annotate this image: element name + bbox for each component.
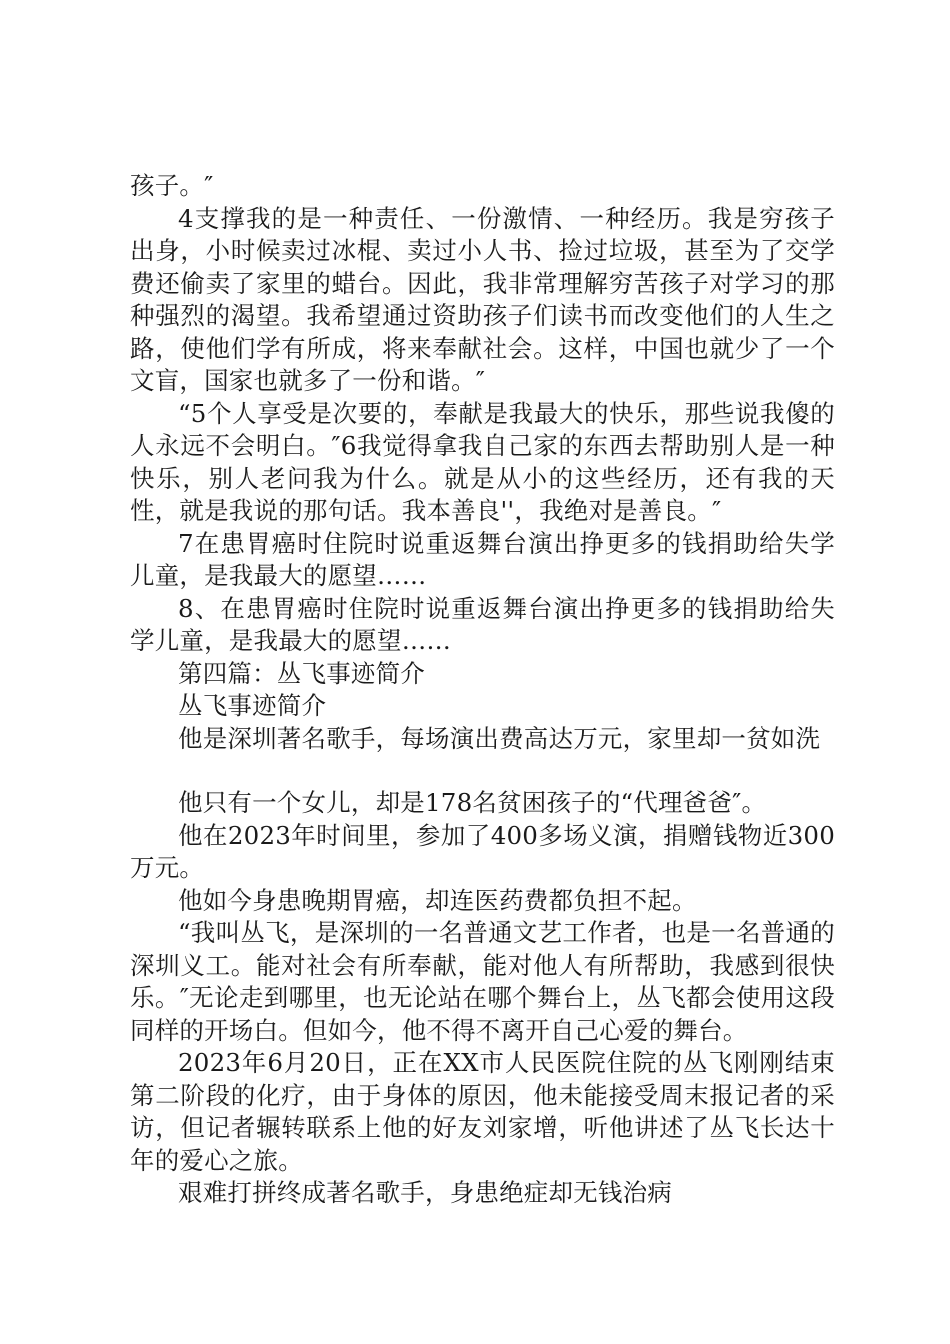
paragraph-6: 他是深圳著名歌手，每场演出费高达万元，家里却一贫如洗 (178, 723, 821, 753)
paragraph-1: 孩子。″ (130, 171, 214, 200)
paragraph-5: 8、在患胃癌时住院时说重返舞台演出挣更多的钱捐助给失学儿童，是我最大的愿望…… (130, 593, 835, 655)
paragraph-2: 4支撑我的是一种责任、一份激情、一种经历。我是穷孩子出身，小时候卖过冰棍、卖过小人书、捡过垃圾，甚至为了交学费还偷卖了家里的蜡台。因此，我非常理解穷苦孩子对学习的那种强烈的渴望。我希望通过资助孩子们读书而改变他们的人生之路，使他们学有所成，将来奉献社会。这样，中国也就少了一个文盲，国家也就多了一份和谐。″ (130, 203, 835, 395)
paragraph-4: 7在患胃癌时住院时说重返舞台演出挣更多的钱捐助给失学儿童，是我最大的愿望…… (130, 528, 835, 590)
paragraph-7: 他只有一个女儿，却是178名贫困孩子的“代理爸爸″。 (178, 788, 767, 817)
paragraph-12: 艰难打拼终成著名歌手，身患绝症却无钱治病 (178, 1178, 672, 1207)
paragraph-8: 他在2023年时间里，参加了400多场义演，捐赠钱物近300万元。 (130, 820, 835, 882)
paragraph-10: “我叫丛飞，是深圳的一名普通文艺工作者，也是一名普通的深圳义工。能对社会有所奉献，能对他人有所帮助，我感到很快乐。″无论走到哪里，也无论站在哪个舞台上，丛飞都会使用这段同样的开场白。但如今，他不得不离开自己心爱的舞台。 (130, 918, 835, 1045)
paragraph-9: 他如今身患晚期胃癌，却连医药费都负担不起。 (178, 885, 697, 915)
section-subheading: 丛飞事迹简介 (178, 691, 327, 720)
blank-line (130, 755, 835, 787)
paragraph-3: “5个人享受是次要的，奉献是我最大的快乐，那些说我傻的人永远不会明白。″6我觉得拿我自己家的东西去帮助别人是一种快乐，别人老问我为什么。就是从小的这些经历，还有我的天性，就是我说的那句话。我本善良''，我绝对是善良。″ (130, 398, 835, 525)
section-heading: 第四篇：丛飞事迹简介 (178, 658, 425, 688)
paragraph-11: 2023年6月20日，正在XX市人民医院住院的丛飞刚刚结束第二阶段的化疗，由于身体的原因，他未能接受周末报记者的采访，但记者辗转联系上他的好友刘家增，听他讲述了丛飞长达十年的爱心之旅。 (130, 1048, 835, 1175)
document-page (130, 170, 835, 1210)
